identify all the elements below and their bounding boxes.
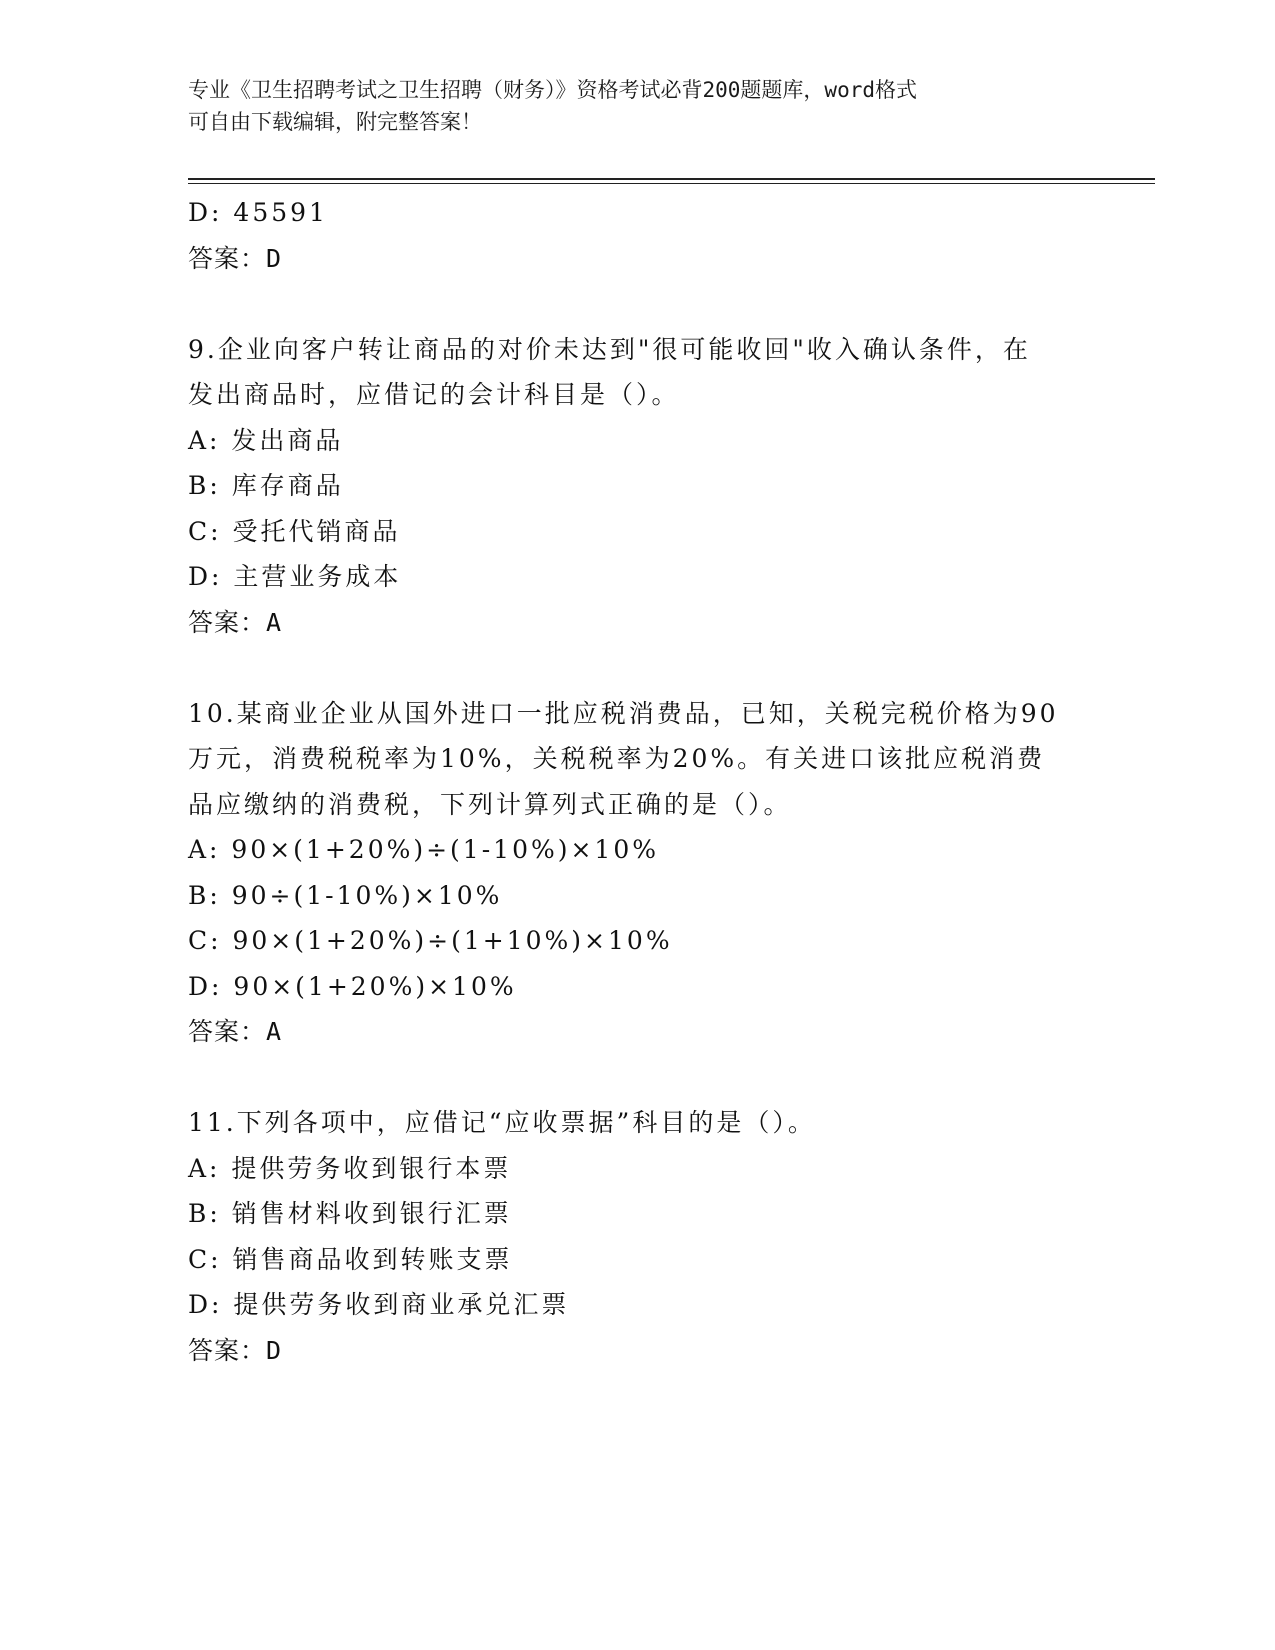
option-a: A: 发出商品 xyxy=(188,425,344,455)
option-b: B: 销售材料收到银行汇票 xyxy=(188,1199,512,1228)
answer: 答案：D xyxy=(188,1335,283,1365)
header-line-2: 可自由下载编辑，附完整答案！ xyxy=(188,110,482,134)
previous-question-tail xyxy=(188,190,1108,281)
header-divider xyxy=(188,178,1155,180)
question-stem: 品应缴纳的消费税，下列计算列式正确的是（）。 xyxy=(188,789,792,819)
option-d: D: 45591 xyxy=(188,198,328,227)
answer: 答案：A xyxy=(188,607,283,637)
page-header xyxy=(188,74,1088,138)
question-11 xyxy=(188,1100,1108,1373)
option-c: C: 销售商品收到转账支票 xyxy=(188,1244,513,1274)
answer: 答案：D xyxy=(188,243,283,273)
header-line-1: 专业《卫生招聘考试之卫生招聘（财务）》资格考试必背200题题库，word格式 xyxy=(188,78,917,102)
question-10 xyxy=(188,691,1108,1055)
header-divider-thin xyxy=(188,183,1155,184)
option-a: A: 90×(1+20%)÷(1-10%)×10% xyxy=(188,835,659,864)
question-stem: 发出商品时，应借记的会计科目是（）。 xyxy=(188,380,680,409)
option-b: B: 90÷(1-10%)×10% xyxy=(188,880,503,910)
question-list xyxy=(188,190,1108,1373)
question-stem: 9.企业向客户转让商品的对价未达到"很可能收回"收入确认条件，在 xyxy=(188,334,1031,364)
option-b: B: 库存商品 xyxy=(188,471,344,500)
question-stem: 万元，消费税税率为10%，关税税率为20%。有关进口该批应税消费 xyxy=(188,744,1046,773)
option-d: D: 提供劳务收到商业承兑汇票 xyxy=(188,1290,570,1319)
answer: 答案：A xyxy=(188,1017,283,1046)
question-stem: 11.下列各项中，应借记“应收票据”科目的是（）。 xyxy=(188,1108,816,1137)
option-c: C: 受托代销商品 xyxy=(188,516,401,546)
option-a: A: 提供劳务收到银行本票 xyxy=(188,1153,512,1183)
question-9 xyxy=(188,327,1108,646)
option-c: C: 90×(1+20%)÷(1+10%)×10% xyxy=(188,926,673,955)
option-d: D: 90×(1+20%)×10% xyxy=(188,971,517,1001)
option-d: D: 主营业务成本 xyxy=(188,562,402,591)
question-stem: 10.某商业企业从国外进口一批应税消费品，已知，关税完税价格为90 xyxy=(188,698,1059,728)
